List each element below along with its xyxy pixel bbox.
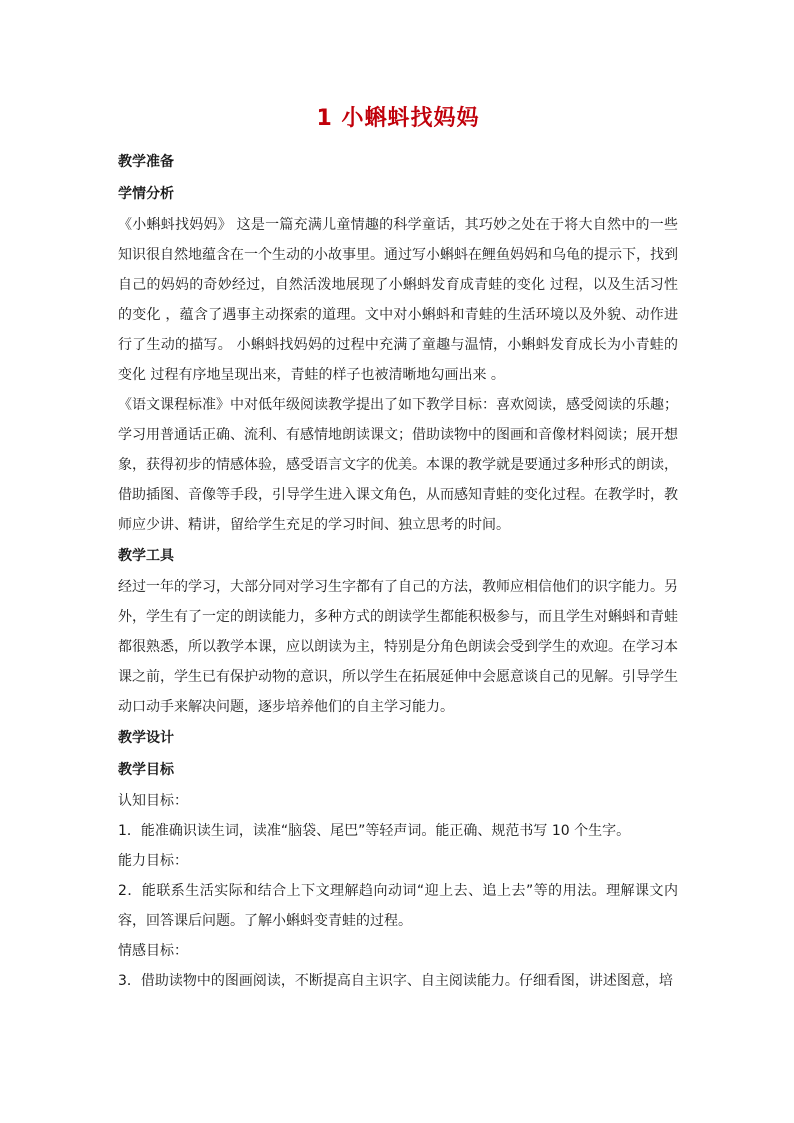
goal-item-2: 2．能联系生活实际和结合上下文理解趋向动词“迎上去、追上去”等的用法。理解课文内容，回答课后问题。了解小蝌蚪变青蛙的过程。 (118, 883, 678, 929)
section-heading-teaching-preparation: 教学准备 (118, 154, 174, 170)
goal-item-3: 3．借助读物中的图画阅读，不断提高自主识字、自主阅读能力。仔细看图，讲述图意，培 (118, 973, 673, 989)
paragraph-student-ability: 经过一年的学习，大部分同对学习生字都有了自己的方法，教师应相信他们的识字能力。另外，学生有了一定的朗读能力，多种方式的朗读学生都能积极参与，而且学生对蝌蚪和青蛙都很熟悉，所以教学本课，应以朗读为主，特别是分角色朗读会受到学生的欢迎。在学习本课之前，学生已有保护动物的意识，所以学生在拓展延伸中会愿意谈自己的见解。引导学生动口动手来解决问题，逐步培养他们的自主学习能力。 (118, 579, 678, 715)
paragraph-curriculum-standard: 《语文课程标准》中对低年级阅读教学提出了如下教学目标：喜欢阅读，感受阅读的乐趣；学习用普通话正确、流利、有感情地朗读课文；借助读物中的图画和音像材料阅读；展开想象，获得初步的情感体验，感受语言文字的优美。本课的教学就是要通过多种形式的朗读，借助插图、音像等手段，引导学生进入课文角色，从而感知青蛙的变化过程。在教学时，教师应少讲、精讲，留给学生充足的学习时间、独立思考的时间。 (118, 397, 678, 533)
goal-label-ability: 能力目标： (118, 853, 188, 869)
document-title: 1 小蝌蚪找妈妈 (316, 106, 480, 131)
goal-label-cognitive: 认知目标： (118, 793, 188, 809)
section-heading-teaching-design: 教学设计 (118, 730, 174, 746)
goal-label-emotion: 情感目标： (118, 943, 188, 959)
goal-item-1: 1．能准确识读生词，读准“脑袋、尾巴”等轻声词。能正确、规范书写 10 个生字。 (118, 823, 631, 839)
paragraph-text-intro: 《小蝌蚪找妈妈》 这是一篇充满儿童情趣的科学童话，其巧妙之处在于将大自然中的一些知识很自然地蕴含在一个生动的小故事里。通过写小蝌蚪在鲤鱼妈妈和乌龟的提示下，找到自己的妈妈的奇妙经过，自然活泼地展现了小蝌蚪发育成青蛙的变化 过程，以及生活习性的变化 ，蕴含了遇事主动探索的道理。文中对小蝌蚪和青蛙的生活环境以及外貌、动作进行了生动的描写。 小蝌蚪找妈妈的过程中充满了童趣与温情，小蝌蚪发育成长为小青蛙的变化 过程有序地呈现出来，青蛙的样子也被清晰地勾画出来 。 (118, 217, 678, 383)
section-heading-teaching-goals: 教学目标 (118, 762, 174, 778)
section-heading-teaching-tools: 教学工具 (118, 548, 174, 564)
section-heading-learning-analysis: 学情分析 (118, 186, 174, 202)
